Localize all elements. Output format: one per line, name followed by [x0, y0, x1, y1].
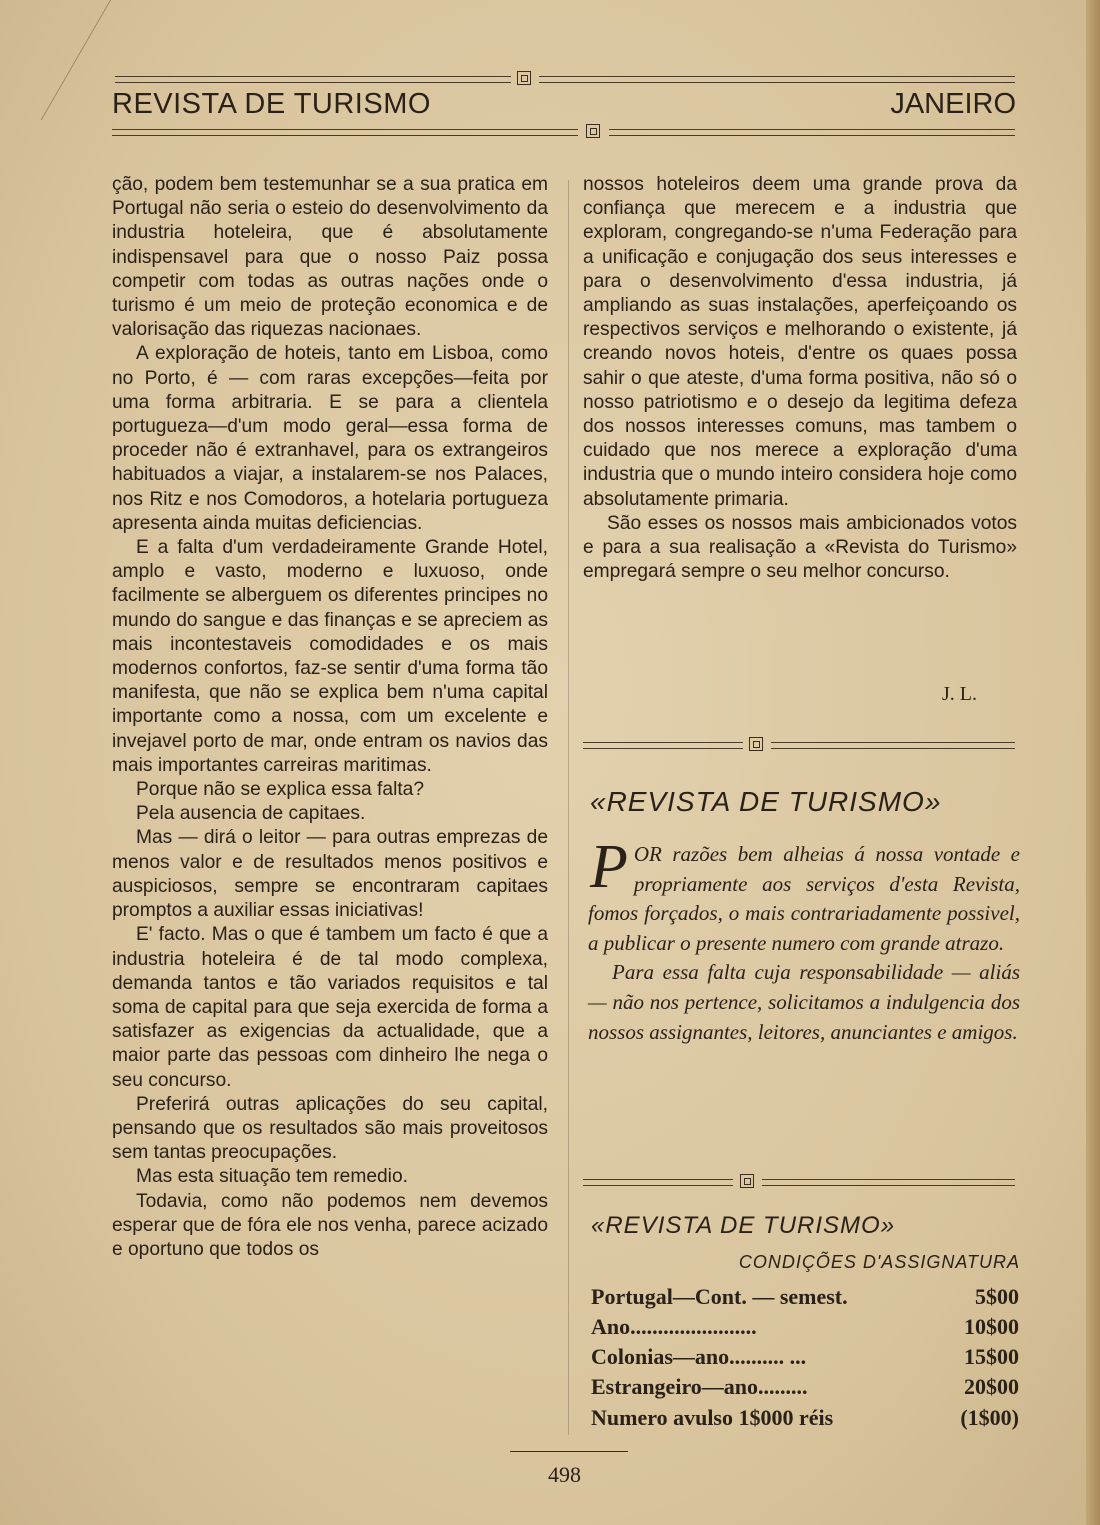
section-rule-right	[762, 1179, 1015, 1186]
price-value: 20$00	[964, 1374, 1019, 1399]
header-title: REVISTA DE TURISMO	[112, 88, 431, 120]
paragraph: Mas esta situação tem remedio.	[136, 1166, 408, 1188]
notice-heading: «REVISTA DE TURISMO»	[590, 786, 942, 817]
price-row	[591, 1314, 1019, 1344]
header-rule-top-left	[115, 76, 511, 83]
price-label: Colonias—ano.......... ...	[591, 1344, 807, 1369]
paragraph: Mas — dirá o leitor — para outras emprezas de menos valor e de resultados menos positivos e auspiciosos, sempre se encontraram capitaes promptos a auxiliar essas iniciativas!	[112, 827, 548, 922]
right-column	[583, 173, 1017, 584]
header-month: JANEIRO	[890, 88, 1016, 120]
notice-text	[588, 833, 1020, 1047]
subscription-heading: «REVISTA DE TURISMO»	[591, 1212, 896, 1239]
paragraph: nossos hoteleiros deem uma grande prova da confiança que merecem e a industria que exploram, congregando-se n'uma Federação para a unificação e conjugação dos seus interesses e para o desenvolvimento d'essa industria, já ampliando as suas instalações, aperfeiçoando os respectivos serviços e melhorando o existente, já creando novos hoteis, d'entre os quaes possa sahir o que ateste, d'uma forma positiva, não só o nosso patriotismo e o desejo da legitima defeza dos nossos interesses comuns, mas tambem o cuidado que nos merece a exploração d'uma industria que o mundo inteiro considera hoje como absolutamente primaria.	[583, 174, 1017, 510]
price-value: 5$00	[975, 1284, 1019, 1309]
paragraph: Preferirá outras aplicações do seu capital, pensando que os resultados são mais proveitosos sem tantas preocupações.	[112, 1093, 548, 1164]
price-value: (1$00)	[960, 1405, 1019, 1430]
price-row	[591, 1344, 1019, 1374]
header-rule-bottom-right	[609, 129, 1015, 136]
signature: J. L.	[942, 683, 977, 705]
subscription-conditions: CONDIÇÕES D'ASSIGNATURA	[738, 1252, 1020, 1272]
price-row	[591, 1284, 1019, 1314]
ornament-icon	[517, 71, 531, 85]
notice-second-paragraph: Para essa falta cuja responsabilidade — aliás — não nos pertence, solicitamos a indulgencia dos nossos assignantes, leitores, anunciantes e amigos.	[588, 960, 1020, 1044]
paragraph: São esses os nossos mais ambicionados votos e para a sua realisação a «Revista do Turismo» empregará sempre o seu melhor concurso.	[583, 512, 1017, 583]
section-rule-left	[583, 742, 743, 749]
page-number-rule	[510, 1451, 628, 1452]
paragraph: ção, podem bem testemunhar se a sua pratica em Portugal não seria o esteio do desenvolvimento da industria hoteleira, que é absolutamente indispensavel para que o nosso Paiz possa competir com todas as outras nações onde o turismo é um meio de proteção economica e de valorisação das riquezas nacionaes.	[112, 174, 548, 341]
page-number: 498	[548, 1462, 581, 1487]
price-row	[591, 1374, 1019, 1404]
notice-first-paragraph: OR razões bem alheias á nossa vontade e propriamente aos serviços d'esta Revista, fomos forçados, o mais contrariadamente possivel, a publicar o presente numero com grande atrazo.	[588, 842, 1020, 955]
paragraph: Todavia, como não podemos nem devemos esperar que de fóra ele nos venha, parece acizado e oportuno que todos os	[112, 1190, 548, 1260]
section-rule-left	[583, 1179, 733, 1186]
left-column	[112, 173, 548, 1262]
price-label: Estrangeiro—ano.........	[591, 1374, 808, 1399]
ornament-icon	[740, 1174, 754, 1188]
price-label: Ano.......................	[591, 1314, 757, 1339]
drop-cap: P	[590, 833, 628, 901]
paragraph: Pela ausencia de capitaes.	[136, 803, 366, 825]
section-rule-right	[771, 742, 1015, 749]
price-row	[591, 1405, 1019, 1435]
ornament-icon	[586, 124, 600, 138]
paragraph: E' facto. Mas o que é tambem um facto é que a industria hoteleira é de tal modo complexa, demanda tantos e tão variados requisitos e tal soma de capital para que seja exercida de forma a satisfazer as exigencias da actualidade, que a maior parte das pessoas com dinheiro lhe nega o seu concurso.	[112, 924, 548, 1091]
header-rule-top-right	[539, 76, 1015, 83]
paragraph: Porque não se explica essa falta?	[136, 779, 424, 801]
price-label: Numero avulso 1$000 réis	[591, 1405, 834, 1430]
price-value: 15$00	[964, 1344, 1019, 1369]
header-rule-bottom-left	[112, 129, 578, 136]
price-label: Portugal—Cont. — semest.	[591, 1284, 848, 1309]
page-edge	[1086, 0, 1100, 1525]
ornament-icon	[749, 737, 763, 751]
paragraph: E a falta d'um verdadeiramente Grande Hotel, amplo e vasto, moderno e luxuoso, onde facilmente se alberguem os diferentes principes no mundo do sangue e das finanças e se apreciem as mais incontestaveis comodidades e os mais modernos confortos, faz-se sentir d'uma forma tão manifesta, que não se explica bem n'uma capital importante como a nossa, com um excelente e invejavel porto de mar, onde entram os navios das mais importantes carreiras maritimas.	[112, 537, 548, 776]
price-value: 10$00	[964, 1314, 1019, 1339]
column-separator	[568, 180, 569, 1435]
paragraph: A exploração de hoteis, tanto em Lisboa, como no Porto, é — com raras excepções—feita por uma forma arbitraria. E se para a clientela portugueza—d'um modo geral—essa forma de proceder não é extranhavel, para os extrangeiros habituados a viajar, a instalarem-se nos Palaces, nos Ritz e nos Comodoros, a hotelaria portugueza apresenta ainda muitas deficiencias.	[112, 343, 548, 534]
